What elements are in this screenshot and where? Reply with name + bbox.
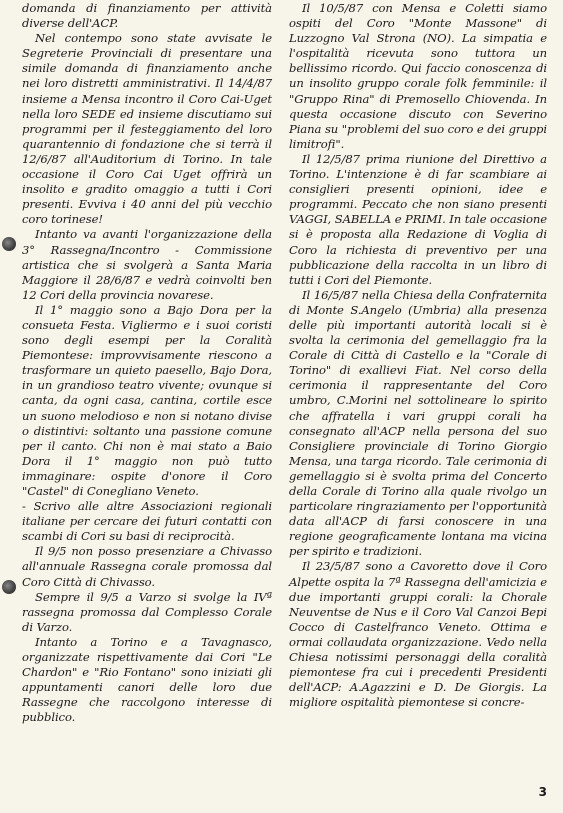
paragraph: Nel contempo sono state avvisate le Segreterie Provinciali di presentare una simile domanda di finanziamento anche nei loro distretti amministrativi. Il 14/4/87 insieme a Mensa incontro il Coro Cai-Uget nella loro SEDE ed insieme discutiamo sui programmi per il festeggiamento del loro quarantennio di fondazione che si terrà il 12/6/87 all'Auditorium di Torino. In tale occasione il Coro Cai Uget offrirà un insolito e gradito omaggio a tutti i Cori presenti. Evviva i 40 anni del più vecchio coro torinese!: [22, 31, 272, 227]
left-text-column: [22, 1, 272, 726]
paragraph: Il 12/5/87 prima riunione del Direttivo a Torino. L'intenzione è di far scambiare ai consiglieri presenti opinioni, idee e programmi. Peccato che non siano presenti VAGGI, SABELLA e PRIMI. In tale occasione si è proposta alla Redazione di Voglia di Coro la richiesta di preventivo per una pubblicazione della raccolta in un libro di tutti i Cori del Piemonte.: [289, 151, 547, 287]
right-text-column: [289, 1, 547, 710]
binder-hole-top: [2, 237, 16, 251]
paragraph: Il 1° maggio sono a Bajo Dora per la consueta Festa. Vigliermo e i suoi coristi sono degli esempi per la Coralità Piemontese: improvvisamente riescono a trasformare un quieto paesello, Bajo Dora, in un grandioso teatro vivente; ovunque si canta, da ogni casa, cantina, cortile esce un suono melodioso e non si notano divise o distintivi: soltanto una passione comune per il canto. Chi non è mai stato a Baio Dora il 1° maggio non può tutto immaginare: ospite d'onore il Coro "Castel" di Conegliano Veneto.: [22, 302, 272, 498]
paragraph: domanda di finanziamento per attività diverse dell'ACP.: [22, 1, 272, 31]
binder-hole-bottom: [2, 580, 16, 594]
paragraph: Intanto a Torino e a Tavagnasco, organizzate rispettivamente dai Cori "Le Chardon" e "Rio Fontano" sono iniziati gli appuntamenti canori delle loro due Rassegne che raccolgono interesse di pubblico.: [22, 634, 272, 725]
paragraph: Il 16/5/87 nella Chiesa della Confraternita di Monte S.Angelo (Umbria) alla presenza delle più importanti autorità locali si è svolta la cerimonia del gemellaggio fra la Corale di Città di Castello e la "Corale di Torino" di exallievi Fiat. Nel corso della cerimonia il rappresentante del Coro umbro, C.Morini nel sottolineare lo spirito che affratella i vari gruppi corali ha consegnato all'ACP nella persona del suo Consigliere provinciale di Torino Giorgio Mensa, una targa ricordo. Tale cerimonia di gemellaggio si è svolta prima del Concerto della Corale di Torino alla quale rivolgo un particolare ringraziamento per l'opportunità data all'ACP di farsi conoscere in una regione geograficamente lontana ma vicina per spirito e tradizioni.: [289, 287, 547, 559]
paragraph: Intanto va avanti l'organizzazione della 3° Rassegna/Incontro - Commissione artistica che si svolgerà a Santa Maria Maggiore il 28/6/87 e vedrà coinvolti ben 12 Cori della provincia novarese.: [22, 227, 272, 302]
paragraph: Sempre il 9/5 a Varzo si svolge la IVª rassegna promossa dal Complesso Corale di Varzo.: [22, 589, 272, 634]
paragraph: Il 23/5/87 sono a Cavoretto dove il Coro Alpette ospita la 7ª Rassegna dell'amicizia e due importanti gruppi corali: la Chorale Neuventse de Nus e il Coro Val Canzoi Bepi Cocco di Castelfranco Veneto. Ottima e ormai collaudata organizzazione. Vedo nella Chiesa notissimi personaggi della coralità piemontese fra cui i precedenti Presidenti dell'ACP: A.Agazzini e D. De Giorgis. La migliore ospitalità piemontese si concre-: [289, 559, 547, 710]
paragraph: - Scrivo alle altre Associazioni regionali italiane per cercare dei futuri contatti con scambi di Cori su basi di reciprocità.: [22, 499, 272, 544]
paragraph: Il 9/5 non posso presenziare a Chivasso all'annuale Rassegna corale promossa dal Coro Città di Chivasso.: [22, 544, 272, 589]
paragraph: Il 10/5/87 con Mensa e Coletti siamo ospiti del Coro "Monte Massone" di Luzzogno Val Strona (NO). La simpatia e l'ospitalità ricevuta sono tuttora un bellissimo ricordo. Qui faccio conoscenza di un insolito gruppo corale folk femminile: il "Gruppo Rina" di Premosello Chiovenda. In questa occasione discuto con Severino Piana su "problemi del suo coro e dei gruppi limitrofi".: [289, 1, 547, 151]
page-number: 3: [538, 785, 547, 799]
